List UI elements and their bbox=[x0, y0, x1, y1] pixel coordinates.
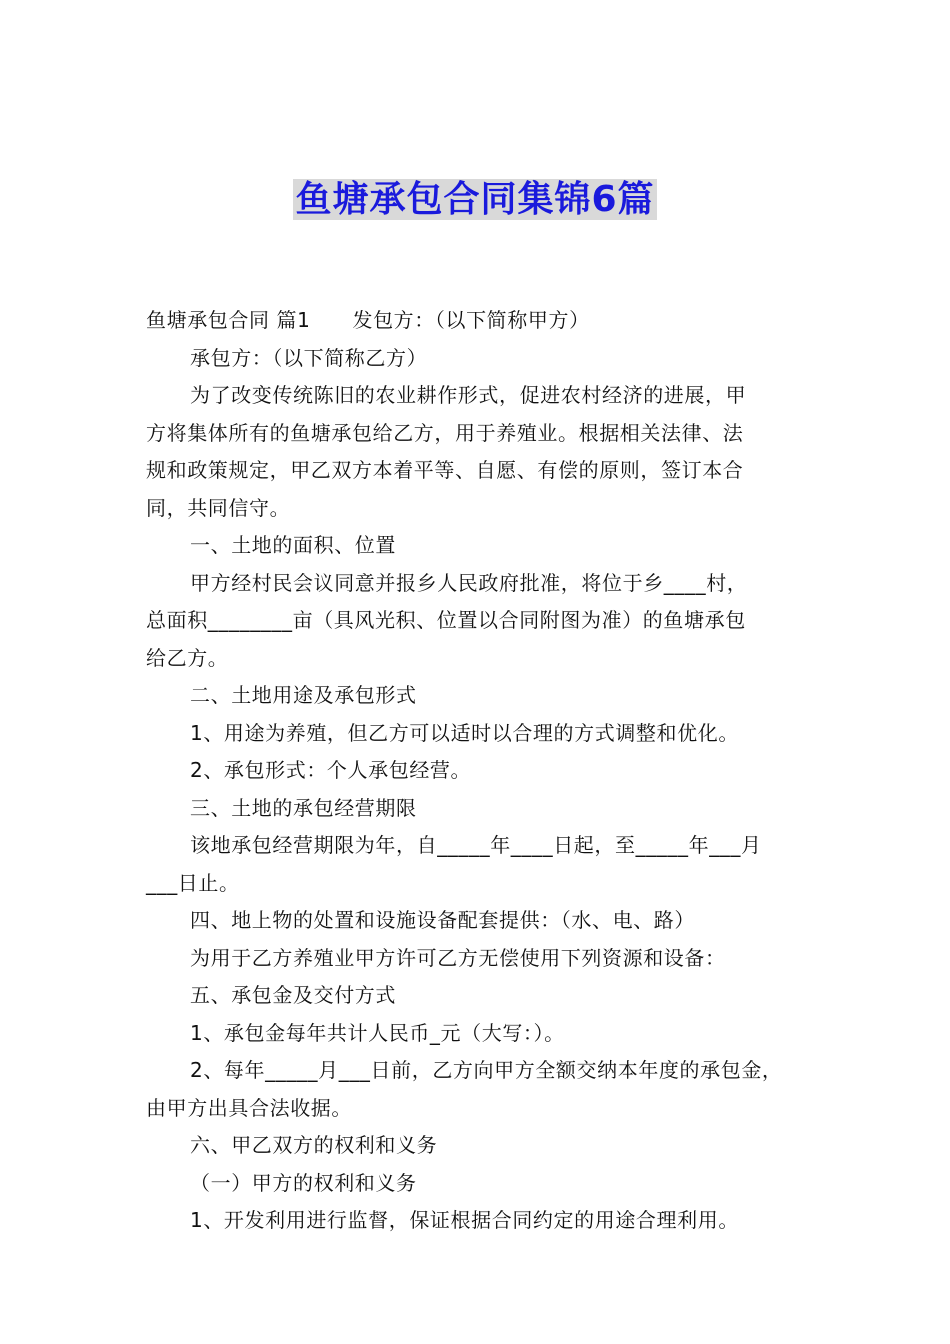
paragraph-line: 2、承包形式：个人承包经营。 bbox=[190, 758, 472, 782]
paragraph-line: 方将集体所有的鱼塘承包给乙方，用于养殖业。根据相关法律、法 bbox=[146, 420, 744, 445]
paragraph-line: 该地承包经营期限为年，自_____年____日起，至_____年___月 bbox=[190, 833, 762, 857]
paragraph-line: 一、土地的面积、位置 bbox=[190, 533, 396, 557]
paragraph-line: 规和政策规定，甲乙双方本着平等、自愿、有偿的原则，签订本合 bbox=[146, 458, 744, 482]
paragraph-line: （一）甲方的权利和义务 bbox=[190, 1170, 417, 1195]
paragraph-line: 五、承包金及交付方式 bbox=[190, 983, 396, 1007]
paragraph-line: 同，共同信守。 bbox=[146, 495, 291, 520]
paragraph-line: 1、开发利用进行监督，保证根据合同约定的用途合理利用。 bbox=[190, 1208, 739, 1232]
section-heading: 鱼塘承包合同 篇1 bbox=[146, 308, 311, 332]
document-title-text: 鱼塘承包合同集锦6篇 bbox=[295, 179, 655, 220]
paragraph-line: 二、土地用途及承包形式 bbox=[190, 683, 417, 707]
paragraph-text: 发包方：（以下简称甲方） bbox=[352, 308, 590, 332]
paragraph-line: 为用于乙方养殖业甲方许可乙方无偿使用下列资源和设备： bbox=[190, 945, 726, 970]
paragraph-line: 为了改变传统陈旧的农业耕作形式，促进农村经济的进展，甲 bbox=[190, 383, 747, 407]
paragraph-line bbox=[146, 302, 816, 340]
paragraph-line: 总面积________亩（具风光积、位置以合同附图为准）的鱼塘承包 bbox=[146, 608, 746, 632]
paragraph-line: ___日止。 bbox=[146, 870, 240, 895]
document-title bbox=[0, 176, 950, 224]
paragraph-line: 1、用途为养殖，但乙方可以适时以合理的方式调整和优化。 bbox=[190, 720, 739, 745]
paragraph-line: 由甲方出具合法收据。 bbox=[146, 1095, 352, 1120]
paragraph-line: 1、承包金每年共计人民币_元（大写：）。 bbox=[190, 1020, 565, 1045]
paragraph-line: 2、每年_____月___日前，乙方向甲方全额交纳本年度的承包金， bbox=[190, 1058, 783, 1082]
paragraph-line: 甲方经村民会议同意并报乡人民政府批准，将位于乡____村， bbox=[190, 570, 748, 595]
paragraph-line: 三、土地的承包经营期限 bbox=[190, 795, 417, 820]
paragraph-line: 四、地上物的处置和设施设备配套提供：（水、电、路） bbox=[190, 908, 695, 932]
paragraph-line: 给乙方。 bbox=[146, 645, 229, 670]
document-body bbox=[146, 302, 816, 1240]
paragraph-line: 六、甲乙双方的权利和义务 bbox=[190, 1133, 438, 1157]
paragraph-line: 承包方：（以下简称乙方） bbox=[190, 345, 428, 370]
